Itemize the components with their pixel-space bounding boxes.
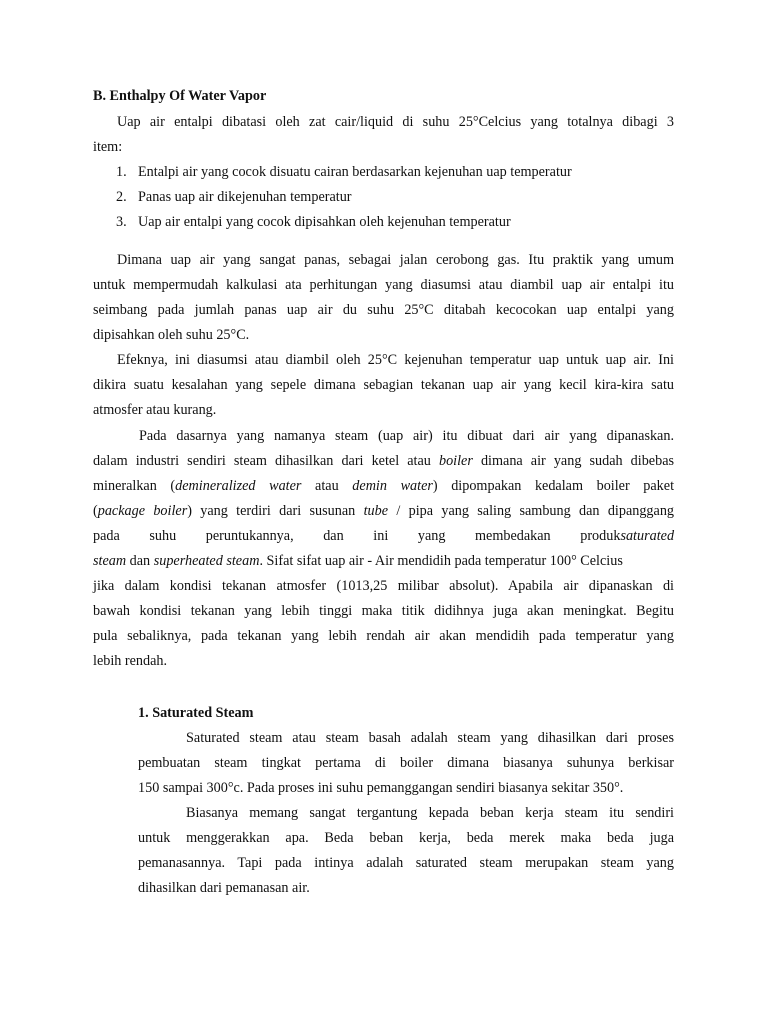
italic-term: boiler bbox=[438, 453, 473, 469]
text-run: mineralkan ( bbox=[93, 478, 176, 494]
paragraph-line: dikira suatu kesalahan yang sepele dimana sebagian tekanan uap air yang kecil kira-kira satu bbox=[93, 377, 674, 393]
paragraph-line: dihasilkan dari pemanasan air. bbox=[138, 880, 310, 896]
text-run: / pipa yang saling sambung dan dipanggang bbox=[396, 503, 675, 519]
list-number: 1. bbox=[116, 164, 127, 180]
paragraph-line: untuk mempermudah kalkulasi ata perhitungan yang diasumsi atau diambil uap air entalpi itu bbox=[93, 277, 674, 293]
paragraph-line: dipisahkan oleh suhu 25°C. bbox=[93, 327, 250, 343]
paragraph-line: Efeknya, ini diasumsi atau diambil oleh 25°C kejenuhan temperatur uap untuk uap air. Ini bbox=[117, 352, 674, 368]
list-text: Entalpi air yang cocok disuatu cairan berdasarkan kejenuhan uap temperatur bbox=[138, 164, 572, 180]
list-item bbox=[116, 163, 676, 181]
paragraph-line: Pada dasarnya yang namanya steam (uap air) itu dibuat dari air yang dipanaskan. bbox=[139, 428, 674, 444]
paragraph-line: pemanasannya. Tapi pada intinya adalah saturated steam merupakan steam yang bbox=[138, 855, 674, 871]
paragraph-line: Biasanya memang sangat tergantung kepada beban kerja steam itu sendiri bbox=[186, 805, 674, 821]
paragraph-line: lebih rendah. bbox=[93, 653, 168, 669]
text-run: ini bbox=[373, 528, 389, 544]
list-item bbox=[116, 213, 676, 231]
intro-line: item: bbox=[93, 139, 123, 155]
italic-term: demineralized water bbox=[175, 478, 302, 494]
text-run: yang bbox=[417, 528, 446, 544]
text-run: pada bbox=[93, 528, 120, 544]
text-run: ( bbox=[93, 503, 98, 519]
text-run: ) yang terdiri dari susunan bbox=[187, 503, 356, 519]
subsection-heading: 1. Saturated Steam bbox=[138, 705, 254, 721]
text-run: produk bbox=[580, 528, 621, 544]
italic-term: tube bbox=[363, 503, 389, 519]
italic-term: saturated bbox=[620, 528, 675, 544]
paragraph-line bbox=[93, 502, 674, 520]
paragraph-line: seimbang pada jumlah panas uap air du suhu 25°C ditabah kecocokan uap entalpi yang bbox=[93, 302, 674, 318]
text-run: atau bbox=[315, 478, 339, 494]
text-run: suhu bbox=[149, 528, 177, 544]
paragraph-line: untuk menggerakkan apa. Beda beban kerja, beda merek maka beda juga bbox=[138, 830, 674, 846]
paragraph-line bbox=[93, 477, 674, 495]
paragraph-line: atmosfer atau kurang. bbox=[93, 402, 217, 418]
text-run: dalam industri sendiri steam dihasilkan dari ketel atau bbox=[93, 453, 431, 469]
text-run: dimana air yang sudah dibebas bbox=[480, 453, 675, 469]
paragraph-line bbox=[93, 552, 674, 570]
paragraph-line bbox=[93, 452, 674, 470]
italic-term: steam bbox=[93, 553, 127, 569]
list-item bbox=[116, 188, 676, 206]
text-run: peruntukannya, bbox=[205, 528, 294, 544]
text-run: membedakan bbox=[475, 528, 551, 544]
italic-term: package boiler bbox=[97, 503, 188, 519]
text-run: dan bbox=[129, 553, 151, 569]
intro-line: Uap air entalpi dibatasi oleh zat cair/liquid di suhu 25°Celcius yang totalnya dibagi 3 bbox=[117, 114, 674, 130]
paragraph-line: jika dalam kondisi tekanan atmosfer (1013,25 milibar absolut). Apabila air dipanaskan di bbox=[93, 578, 674, 594]
paragraph-line: 150 sampai 300°c. Pada proses ini suhu pemanggangan sendiri biasanya sekitar 350°. bbox=[138, 780, 624, 796]
list-text: Panas uap air dikejenuhan temperatur bbox=[138, 189, 352, 205]
paragraph-line: Saturated steam atau steam basah adalah steam yang dihasilkan dari proses bbox=[186, 730, 674, 746]
list-text: Uap air entalpi yang cocok dipisahkan oleh kejenuhan temperatur bbox=[138, 214, 511, 230]
paragraph-line: pembuatan steam tingkat pertama di boiler dimana biasanya suhunya berkisar bbox=[138, 755, 674, 771]
paragraph-line: pula sebaliknya, pada tekanan yang lebih rendah air akan mendidih pada temperatur yang bbox=[93, 628, 674, 644]
italic-term: superheated steam bbox=[153, 553, 260, 569]
list-number: 3. bbox=[116, 214, 127, 230]
paragraph-line: Dimana uap air yang sangat panas, sebagai jalan cerobong gas. Itu praktik yang umum bbox=[117, 252, 674, 268]
italic-term: demin water bbox=[352, 478, 433, 494]
text-run: dan bbox=[323, 528, 344, 544]
list-number: 2. bbox=[116, 189, 127, 205]
section-heading: B. Enthalpy Of Water Vapor bbox=[93, 88, 267, 104]
paragraph-line: bawah kondisi tekanan yang lebih tinggi maka titik didihnya juga akan meningkat. Begitu bbox=[93, 603, 674, 619]
text-run: . Sifat sifat uap air - Air mendidih pada temperatur 100° Celcius bbox=[259, 553, 623, 569]
paragraph-line bbox=[93, 527, 674, 545]
text-run: ) dipompakan kedalam boiler paket bbox=[432, 478, 675, 494]
